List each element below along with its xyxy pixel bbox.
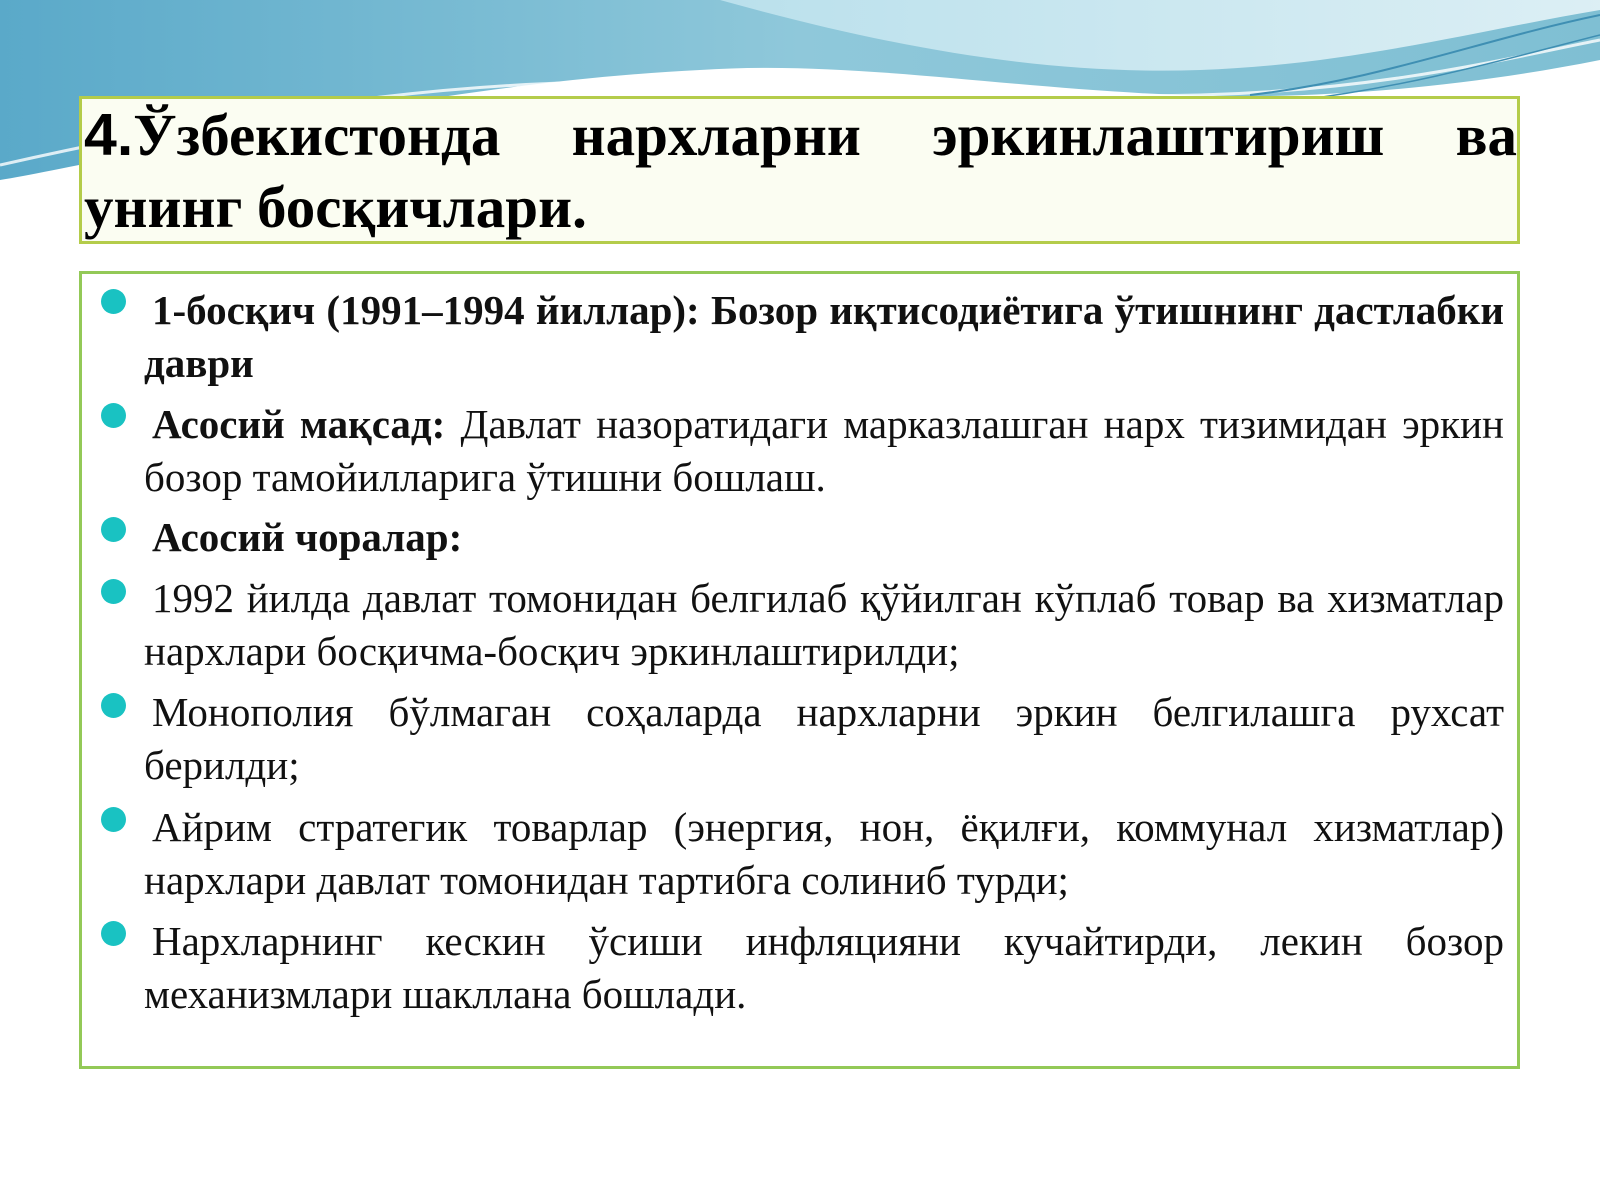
bullet-dot: [101, 579, 126, 604]
bullet-item: [144, 284, 1504, 390]
bullet-dot: [101, 517, 126, 542]
bullet-item: [144, 398, 1504, 504]
title-number: 4.: [84, 102, 134, 168]
bullet-item: [144, 801, 1504, 907]
bullet-item: [144, 686, 1504, 792]
bullet-text: 1992 йилда давлат томонидан белгилаб қўйилган кўплаб товар ва хизматлар нархлари босқичма-босқич эркинлаштирилди;: [144, 575, 1504, 674]
content-box: [79, 271, 1520, 1069]
bullet-dot: [101, 403, 126, 428]
bullet-dot: [101, 807, 126, 832]
bullet-bold: 1-босқич (1991–1994 йиллар): Бозор иқтисодиётига ўтишнинг дастлабки даври: [144, 287, 1504, 386]
bullet-item: [144, 572, 1504, 678]
bullet-text: Монополия бўлмаган соҳаларда нархларни эркин белгилашга рухсат берилди;: [144, 689, 1504, 788]
bullet-dot: [101, 693, 126, 718]
title-text: Ўзбекистонда нархларни эркинлаштириш ва унинг босқичлари.: [84, 102, 1517, 240]
bullet-dot: [101, 921, 126, 946]
bullet-item: [144, 511, 1504, 564]
bullet-text: Давлат назоратидаги марказлашган нарх тизимидан эркин бозор тамойилларига ўтишни бошлаш.: [144, 401, 1504, 500]
slide-title: [84, 99, 1517, 243]
bullet-text: Нархларнинг кескин ўсиши инфляцияни кучайтирди, лекин бозор механизмлари шакллана бошлади.: [144, 918, 1504, 1017]
bullet-bold: Асосий чоралар:: [152, 514, 463, 560]
title-box: [79, 96, 1520, 244]
bullet-dot: [101, 289, 126, 314]
bullet-item: [144, 915, 1504, 1021]
bullet-bold: Асосий мақсад:: [152, 401, 446, 447]
bullet-text: Айрим стратегик товарлар (энергия, нон, ёқилғи, коммунал хизматлар) нархлари давлат томонидан тартибга солиниб турди;: [144, 804, 1504, 903]
